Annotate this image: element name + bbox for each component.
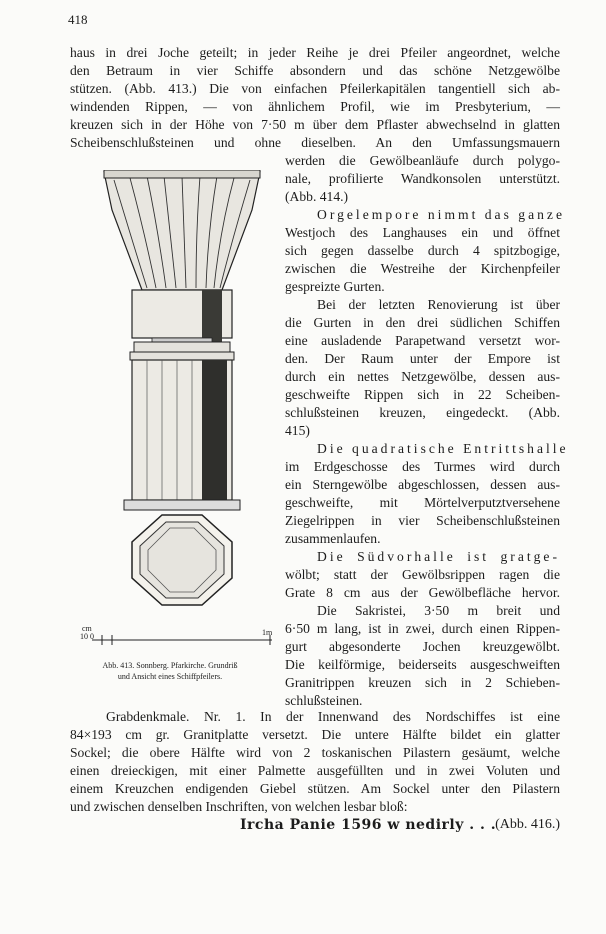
text-line: Grabdenkmale. Nr. 1. In der Innenwand des Nordschiffes ist eine bbox=[106, 709, 560, 724]
inscription-line bbox=[240, 817, 560, 834]
text-line: eine ausladende Parapetwand versetzt wor- bbox=[285, 333, 560, 348]
text-line: und zwischen denselben Inschriften, von welchen lesbar bloß: bbox=[70, 799, 408, 814]
text-line: gespreizte Gurten. bbox=[285, 279, 385, 294]
text-line: nale, profilierte Wandkonsolen unterstützt. bbox=[285, 171, 560, 186]
text-line: gurt abgesonderte Jochen kreuzgewölbt. bbox=[285, 639, 560, 654]
caption-line: und Ansicht eines Schiffpfeilers. bbox=[117, 672, 223, 681]
text-line: Orgelempore nimmt das ganze bbox=[317, 207, 565, 222]
text-line: durch ein nettes Netzgewölbe, dessen aus- bbox=[285, 369, 560, 384]
text-line: Scheibenschlußsteinen und ohne dieselben. An den Umfassungsmauern bbox=[70, 135, 560, 150]
text-line: geschweifte, mit Mörtelverputztversehene bbox=[285, 495, 560, 510]
inscription-text: Ircha Panie 1596 w nedirly . . . bbox=[240, 817, 497, 833]
pillar-figure bbox=[92, 170, 272, 650]
text-line: sich gegen dasselbe durch 4 spitzbogige, bbox=[285, 243, 560, 258]
text-line: im Erdgeschosse des Turmes wird durch bbox=[285, 459, 560, 474]
pillar-illustration bbox=[92, 170, 272, 650]
text-line: Die Sakristei, 3·50 m breit und bbox=[317, 603, 560, 618]
text-line: 415) bbox=[285, 423, 310, 438]
text-line: Sockel; die obere Hälfte wird von 2 toskanischen Pilastern gesäumt, welche bbox=[70, 745, 560, 760]
text-line: schlußsteinen kreuzen, eingedeckt. (Abb. bbox=[285, 405, 560, 420]
text-line: stützen. (Abb. 413.) Die von einfachen Pfeilerkapitälen tangentiell sich ab- bbox=[70, 81, 560, 96]
text-line: Ziegelrippen in vier Scheibenschlußsteinen bbox=[285, 513, 560, 528]
text-line: 84×193 cm gr. Granitplatte versetzt. Die untere Hälfte bildet ein glatter bbox=[70, 727, 560, 742]
paragraph-column bbox=[285, 152, 569, 710]
page-number: 418 bbox=[68, 12, 88, 27]
text-line: haus in drei Joche geteilt; in jeder Reihe je drei Pfeiler angeordnet, welche bbox=[70, 45, 560, 60]
text-line: windenden Rippen, — von ähnlichem Profil, wie im Presbyterium, — bbox=[70, 99, 560, 114]
text-line: wölbt; statt der Gewölbsrippen ragen die bbox=[285, 567, 560, 582]
text-line: Westjoch des Langhauses ein und öffnet bbox=[285, 225, 560, 240]
text-line: Grate 8 cm aus der Gewölbefläche hervor. bbox=[285, 585, 560, 600]
scale-numbers: 10 0 bbox=[80, 632, 94, 641]
scale-unit: cm bbox=[82, 624, 92, 633]
text-line: einen dreieckigen, mit einer Palmette ausgefüllten und in zwei Voluten und bbox=[70, 763, 560, 778]
caption-line: Abb. 413. Sonnberg. Pfarkirche. Grundriß bbox=[102, 661, 238, 670]
text-line: einem Kreuzchen endigenden Giebel stützen. Am Sockel unter den Pilastern bbox=[70, 781, 560, 796]
text-line: zusammenlaufen. bbox=[285, 531, 381, 546]
text-line: ein Sterngewölbe abgeschlossen, dessen aus- bbox=[285, 477, 560, 492]
text-line: (Abb. 414.) bbox=[285, 189, 349, 204]
figure-reference: (Abb. 416.) bbox=[495, 817, 560, 832]
text-line: Granitrippen kreuzen sich in 2 Schieben- bbox=[285, 675, 560, 690]
text-line: geschweifte Rippen sich in 22 Scheiben- bbox=[285, 387, 560, 402]
paragraph-intro bbox=[70, 44, 560, 152]
text-line: werden die Gewölbeanläufe durch polygo- bbox=[285, 153, 560, 168]
text-line: Die keilförmige, beiderseits ausgeschweiften bbox=[285, 657, 560, 672]
text-line: Bei der letzten Renovierung ist über bbox=[317, 297, 560, 312]
text-line: den Betraum in vier Schiffe absondern und das schöne Netzgewölbe bbox=[70, 63, 560, 78]
text-line: zwischen die Westreihe der Kirchenpfeiler bbox=[285, 261, 560, 276]
text-line: 6·50 m lang, ist in zwei, durch einen Rippen- bbox=[285, 621, 560, 636]
paragraph-grabdenkmale bbox=[70, 708, 560, 816]
text-line: den. Der Raum unter der Empore ist bbox=[285, 351, 560, 366]
figure-caption bbox=[70, 660, 270, 682]
text-line: Die quadratische Entrittshalle bbox=[317, 441, 569, 456]
text-line: Die Südvorhalle ist gratge- bbox=[317, 549, 560, 564]
scale-meter: 1m bbox=[262, 628, 273, 637]
text-line: schlußsteinen. bbox=[285, 693, 363, 708]
text-line: die Gurten in den drei südlichen Schiffen bbox=[285, 315, 560, 330]
text-line: kreuzen sich in der Höhe von 7·50 m über dem Pflaster abwechselnd in glatten bbox=[70, 117, 560, 132]
